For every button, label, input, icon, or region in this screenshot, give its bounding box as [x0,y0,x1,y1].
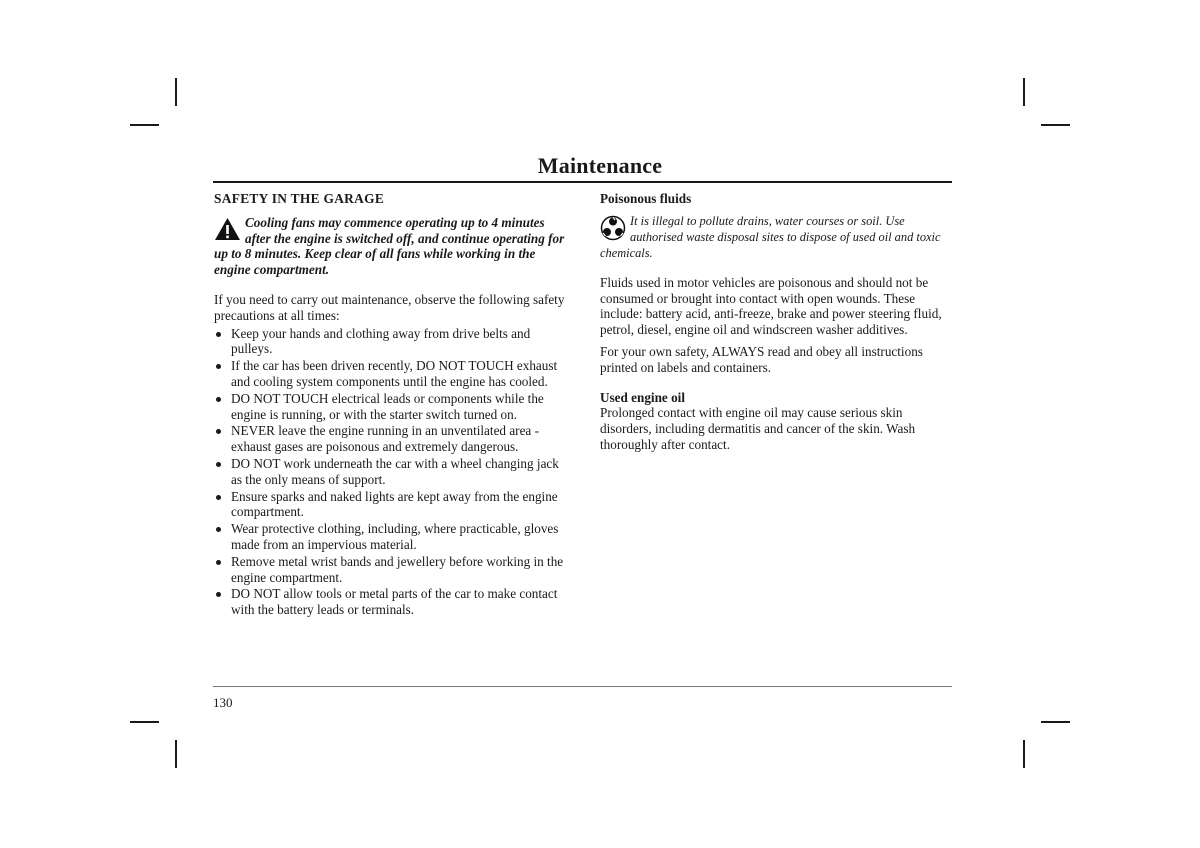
heading-poisonous-fluids: Poisonous fluids [600,191,692,206]
list-item-text: Wear protective clothing, including, where practicable, gloves made from an impervious material. [231,521,559,552]
page-title: Maintenance [537,153,663,178]
safety-precautions-list [214,326,566,618]
section-heading-safety: SAFETY IN THE GARAGE [214,191,385,206]
crop-mark-top-left-horizontal [130,124,159,126]
recycle-environment-icon [600,215,626,241]
bullet-icon [216,495,221,500]
bullet-icon [216,397,221,402]
warning-text: Cooling fans may commence operating up to 4 minutes after the engine is switched off, and continue operating for up to 8 minutes. Keep clear of all fans while working in the engine compartment. [214,214,565,278]
list-item [214,456,566,488]
footer-rule [213,686,952,687]
list-item [214,326,566,358]
heading-used-engine-oil: Used engine oil [600,389,685,405]
crop-mark-bottom-left-horizontal [130,721,159,723]
list-item [214,391,566,423]
bullet-icon [216,560,221,565]
list-item-text: Ensure sparks and naked lights are kept away from the engine compartment. [231,488,558,520]
title-rule [213,181,952,183]
list-item [214,423,566,455]
bullet-icon [216,527,221,532]
crop-mark-bottom-left-vertical [175,740,177,768]
list-item-text: DO NOT allow tools or metal parts of the car to make contact with the battery leads or terminals. [231,586,558,618]
bullet-icon [216,332,221,337]
crop-mark-bottom-right-vertical [1023,740,1025,768]
safety-paragraph: For your own safety, ALWAYS read and obey all instructions printed on labels and containers. [600,343,923,375]
list-item-text: NEVER leave the engine running in an unventilated area - exhaust gases are poisonous and extremely dangerous. [231,423,539,455]
crop-mark-bottom-right-horizontal [1041,721,1070,723]
list-item-text: Keep your hands and clothing away from drive belts and pulleys. [231,325,531,357]
bullet-icon [216,462,221,467]
list-item [214,554,566,586]
page-number: 130 [213,695,233,710]
crop-mark-top-right-vertical [1023,78,1025,106]
list-item [214,489,566,521]
list-item-text: DO NOT work underneath the car with a wheel changing jack as the only means of support. [231,455,559,487]
fluids-paragraph: Fluids used in motor vehicles are poisonous and should not be consumed or brought into contact with open wounds. These include: battery acid, anti-freeze, brake and power steering fluid, petrol, diesel, engine oil and windscreen washer additives. [600,274,942,338]
engine-oil-paragraph: Prolonged contact with engine oil may cause serious skin disorders, including dermatitis and cancer of the skin. Wash thoroughly after contact. [600,405,916,452]
safety-intro: If you need to carry out maintenance, observe the following safety precautions at all times: [214,291,565,323]
list-item [214,586,566,618]
warning-block [214,215,566,278]
right-column [600,191,952,453]
bullet-icon [216,364,221,369]
bullet-icon [216,592,221,597]
environment-note [600,213,952,261]
crop-mark-top-left-vertical [175,78,177,106]
list-item [214,521,566,553]
list-item [214,358,566,390]
left-column [214,191,566,619]
warning-triangle-icon [214,217,241,241]
spacer [600,382,952,390]
list-item-text: If the car has been driven recently, DO NOT TOUCH exhaust and cooling system components until the engine has cooled. [231,358,558,389]
crop-mark-top-right-horizontal [1041,124,1070,126]
list-item-text: DO NOT TOUCH electrical leads or components while the engine is running, or with the starter switch turned on. [231,390,544,422]
list-item-text: Remove metal wrist bands and jewellery before working in the engine compartment. [231,553,564,585]
bullet-icon [216,429,221,434]
environment-note-text: It is illegal to pollute drains, water courses or soil. Use authorised waste disposal sites to dispose of used oil and toxic chemicals. [600,213,941,260]
